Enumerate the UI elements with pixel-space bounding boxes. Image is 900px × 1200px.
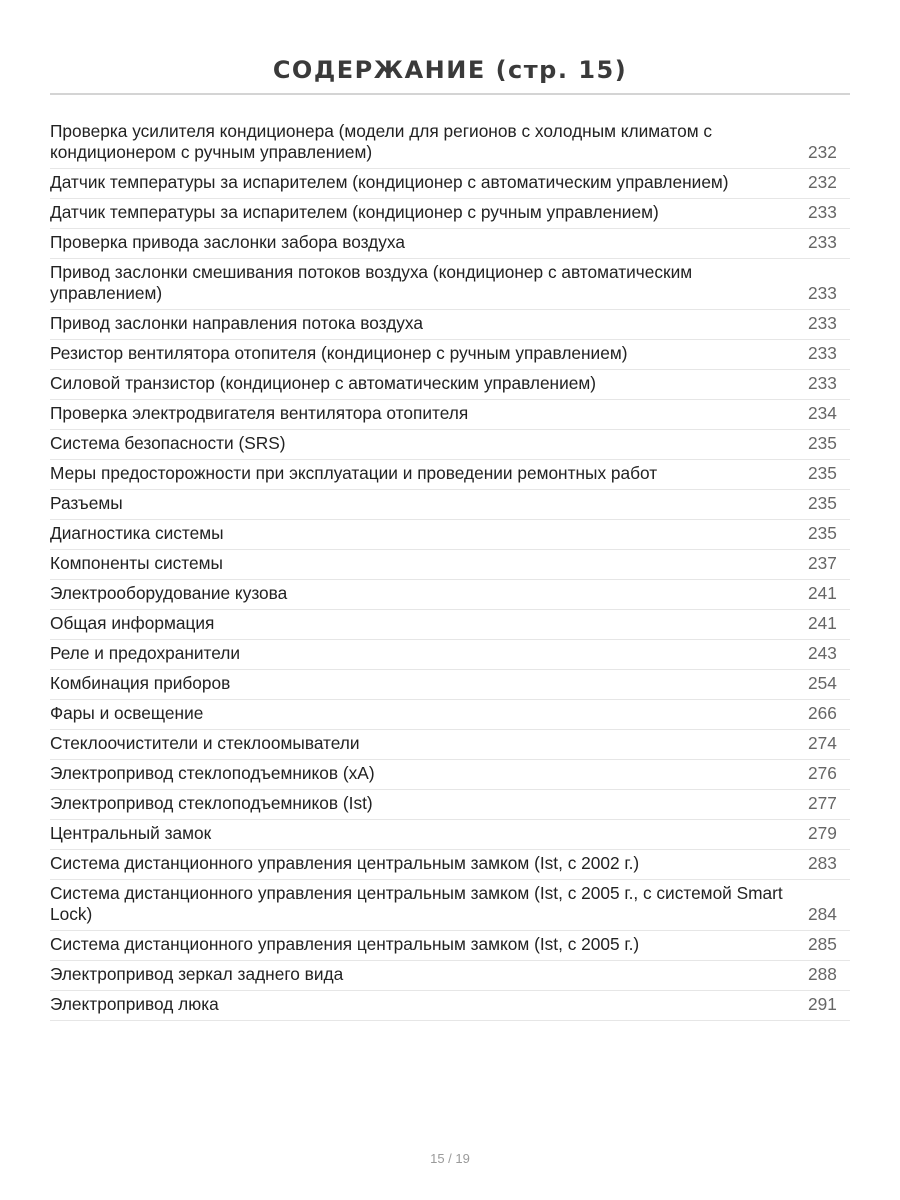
- toc-entry[interactable]: [50, 760, 850, 790]
- toc-entry-title: Электропривод люка: [50, 994, 219, 1014]
- toc-entry-title: Привод заслонки направления потока воздуха: [50, 313, 423, 333]
- toc-entry-title: Система дистанционного управления центральным замком (Ist, с 2005 г.): [50, 934, 640, 954]
- toc-entry-page-number: 276: [808, 763, 837, 783]
- toc-entry-title: Разъемы: [50, 493, 123, 513]
- toc-entry[interactable]: [50, 520, 850, 550]
- toc-entry-page-number: 288: [808, 964, 837, 984]
- toc-entry-title: Система дистанционного управления центральным замком (Ist, с 2005 г., с системой Smart Lock): [50, 883, 783, 924]
- title-divider: [50, 93, 850, 95]
- toc-entry-title: Диагностика системы: [50, 523, 224, 543]
- toc-entry[interactable]: [50, 991, 850, 1021]
- toc-entry-page-number: 266: [808, 703, 837, 723]
- toc-entry-page-number: 232: [808, 172, 837, 192]
- toc-entry-page-number: 241: [808, 583, 837, 603]
- toc-entry-title: Комбинация приборов: [50, 673, 231, 693]
- toc-entry-page-number: 233: [808, 202, 837, 222]
- toc-entry-page-number: 235: [808, 433, 837, 453]
- toc-entry-page-number: 233: [808, 343, 837, 363]
- toc-entry-title: Общая информация: [50, 613, 215, 633]
- toc-entry[interactable]: [50, 850, 850, 880]
- toc-entry-page-number: 235: [808, 493, 837, 513]
- toc-entry-page-number: 277: [808, 793, 837, 813]
- toc-entry-title: Проверка электродвигателя вентилятора отопителя: [50, 403, 469, 423]
- toc-entry-page-number: 243: [808, 643, 837, 663]
- toc-entry-page-number: 279: [808, 823, 837, 843]
- toc-entry-page-number: 291: [808, 994, 837, 1014]
- toc-entry-title: Датчик температуры за испарителем (кондиционер с ручным управлением): [50, 202, 659, 222]
- toc-entry[interactable]: [50, 400, 850, 430]
- toc-entry[interactable]: [50, 700, 850, 730]
- toc-entry-title: Система безопасности (SRS): [50, 433, 286, 453]
- toc-entry-title: Проверка усилителя кондиционера (модели для регионов с холодным климатом с кондиционером с ручным управлением): [50, 121, 713, 162]
- toc-entry-page-number: 233: [808, 232, 837, 252]
- toc-entry-page-number: 254: [808, 673, 837, 693]
- toc-entry-page-number: 241: [808, 613, 837, 633]
- toc-entry[interactable]: [50, 490, 850, 520]
- toc-entry-title: Силовой транзистор (кондиционер с автоматическим управлением): [50, 373, 597, 393]
- toc-entry[interactable]: [50, 610, 850, 640]
- toc-entry-title: Реле и предохранители: [50, 643, 241, 663]
- toc-entry-page-number: 283: [808, 853, 837, 873]
- toc-entry-title: Компоненты системы: [50, 553, 223, 573]
- toc-entry-page-number: 285: [808, 934, 837, 954]
- toc-entry-title: Датчик температуры за испарителем (кондиционер с автоматическим управлением): [50, 172, 729, 192]
- toc-entry[interactable]: [50, 118, 850, 169]
- toc-entry[interactable]: [50, 730, 850, 760]
- toc-entry-page-number: 235: [808, 523, 837, 543]
- toc-entry[interactable]: [50, 931, 850, 961]
- toc-entry-title: Электропривод зеркал заднего вида: [50, 964, 344, 984]
- toc-entry-title: Фары и освещение: [50, 703, 204, 723]
- toc-entry-title: Электропривод стеклоподъемников (Ist): [50, 793, 373, 813]
- toc-entry[interactable]: [50, 340, 850, 370]
- toc-entry-page-number: 235: [808, 463, 837, 483]
- toc-entry[interactable]: [50, 310, 850, 340]
- toc-entry[interactable]: [50, 259, 850, 310]
- toc-entry-title: Стеклоочистители и стеклоомыватели: [50, 733, 360, 753]
- toc-entry[interactable]: [50, 430, 850, 460]
- toc-entry[interactable]: [50, 820, 850, 850]
- toc-entry[interactable]: [50, 169, 850, 199]
- toc-entry-page-number: 284: [808, 904, 837, 924]
- toc-entry[interactable]: [50, 640, 850, 670]
- toc-entry[interactable]: [50, 670, 850, 700]
- toc-entry[interactable]: [50, 550, 850, 580]
- toc-entry-page-number: 233: [808, 373, 837, 393]
- toc-entry-title: Электропривод стеклоподъемников (xA): [50, 763, 375, 783]
- toc-entry[interactable]: [50, 229, 850, 259]
- toc-entry-title: Резистор вентилятора отопителя (кондиционер с ручным управлением): [50, 343, 628, 363]
- toc-entry[interactable]: [50, 880, 850, 931]
- toc-entry-page-number: 233: [808, 283, 837, 303]
- toc-entry[interactable]: [50, 199, 850, 229]
- toc-entry-title: Электрооборудование кузова: [50, 583, 288, 603]
- toc-entry-title: Проверка привода заслонки забора воздуха: [50, 232, 405, 252]
- toc-entry[interactable]: [50, 580, 850, 610]
- toc-entry-page-number: 234: [808, 403, 837, 423]
- toc-entry[interactable]: [50, 460, 850, 490]
- page-title: СОДЕРЖАНИЕ (стр. 15): [272, 56, 628, 85]
- toc-entry[interactable]: [50, 790, 850, 820]
- toc-entry-title: Привод заслонки смешивания потоков воздуха (кондиционер с автоматическим управлением): [50, 262, 693, 303]
- toc-entry-title: Система дистанционного управления центральным замком (Ist, с 2002 г.): [50, 853, 640, 873]
- page-number-footer: 15 / 19: [430, 1151, 470, 1166]
- toc-entry[interactable]: [50, 370, 850, 400]
- toc-entry-title: Меры предосторожности при эксплуатации и проведении ремонтных работ: [50, 463, 658, 483]
- toc-entry-page-number: 274: [808, 733, 837, 753]
- toc-list: [50, 118, 850, 1021]
- toc-entry-title: Центральный замок: [50, 823, 212, 843]
- toc-entry-page-number: 233: [808, 313, 837, 333]
- toc-entry[interactable]: [50, 961, 850, 991]
- toc-entry-page-number: 237: [808, 553, 837, 573]
- toc-entry-page-number: 232: [808, 142, 837, 162]
